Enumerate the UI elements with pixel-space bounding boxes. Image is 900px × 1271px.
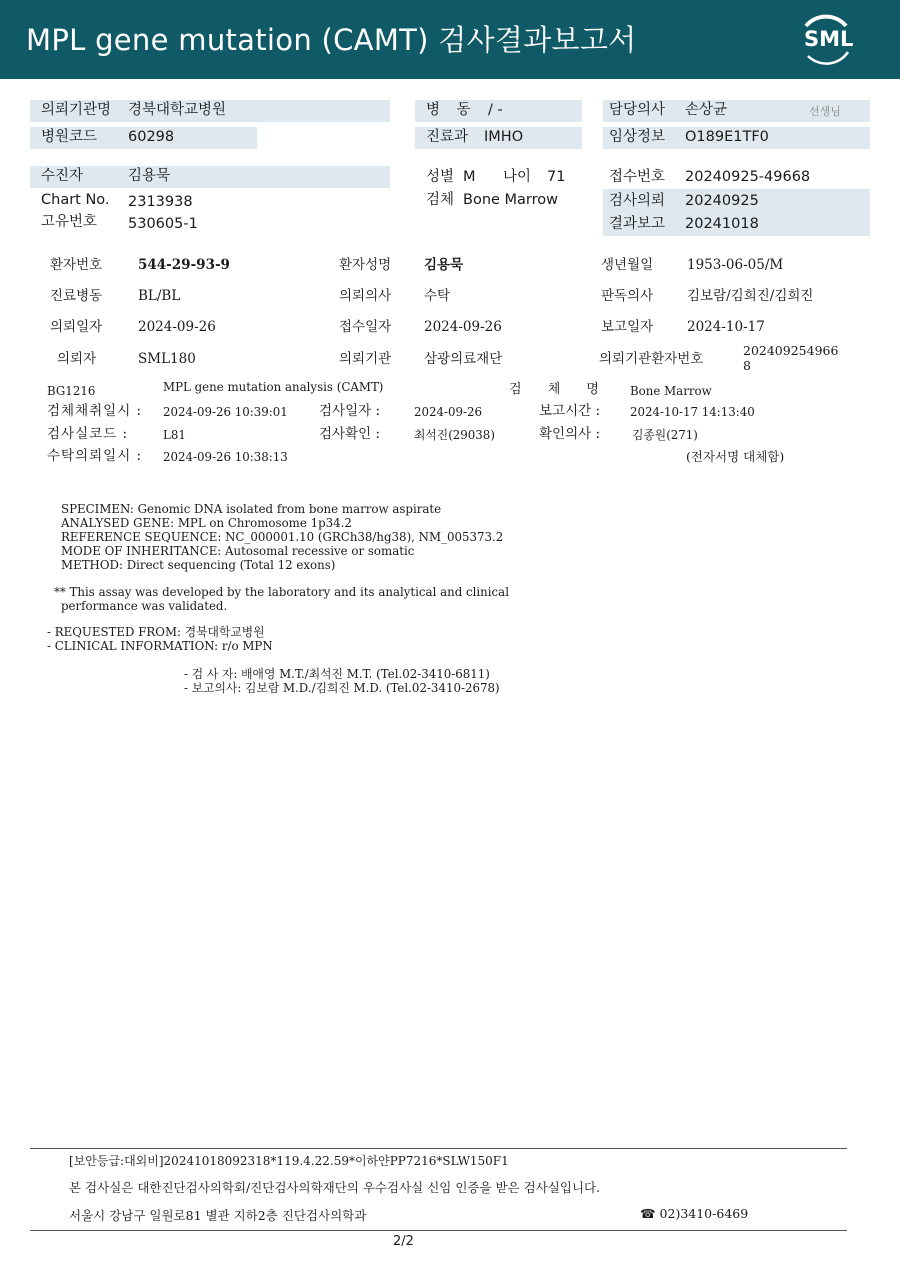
pt-value: 544-29-93-9	[138, 257, 230, 273]
test-value: 2024-10-17 14:13:40	[630, 405, 755, 419]
footer-security: [보안등급:대외비]20241018092318*119.4.22.59*이하얀PP7216*SLW150F1	[69, 1154, 509, 1168]
pt-label: 환자번호	[50, 257, 103, 273]
test-name: MPL gene mutation analysis (CAMT)	[163, 380, 384, 394]
pt-value: 2024-09-26	[424, 319, 502, 335]
ward-value: / -	[488, 102, 503, 118]
report-title: MPL gene mutation (CAMT) 검사결과보고서	[26, 23, 637, 57]
doctor-label: 담당의사	[609, 102, 666, 118]
pt-value: 김용묵	[424, 257, 464, 273]
patient-box	[30, 166, 390, 188]
pt-value: 2024-10-17	[687, 319, 765, 335]
age-value: 71	[547, 169, 566, 185]
pt-label: 의뢰자	[57, 351, 97, 367]
footer-phone: ☎ 02)3410-6469	[640, 1206, 749, 1221]
test-value: 김종원(271)	[632, 428, 698, 442]
ward-label: 병 동	[426, 102, 477, 118]
req-label: 검사의뢰	[609, 193, 666, 209]
pt-value: 1953-06-05/M	[687, 257, 784, 273]
pt-label: 판독의사	[601, 288, 654, 304]
doctor-suffix: 선생님	[809, 105, 841, 118]
clinical-value: O189E1TF0	[685, 129, 769, 145]
receipt-label: 접수번호	[609, 169, 666, 185]
report-method: METHOD: Direct sequencing (Total 12 exons)	[61, 558, 336, 572]
report-header	[0, 0, 900, 79]
sex-label: 성별	[426, 169, 455, 185]
test-label: 확인의사 :	[539, 426, 601, 442]
clinical-label: 임상정보	[609, 129, 666, 145]
pt-label: 의뢰일자	[50, 319, 103, 335]
pt-label: 의뢰기관	[339, 351, 392, 367]
report-note: ** This assay was developed by the laboratory and its analytical and clinical	[54, 585, 509, 599]
footer-rule-top	[30, 1148, 847, 1149]
test-label: 검사확인 :	[319, 426, 381, 442]
pt-label: 진료병동	[50, 288, 103, 304]
test-label: 검체채취일시 :	[47, 403, 143, 419]
inst-label: 의뢰기관명	[41, 102, 112, 118]
patient-label: 수진자	[41, 168, 84, 184]
pt-value: SML180	[138, 351, 196, 367]
specimen-value: Bone Marrow	[463, 192, 559, 208]
footer-cert: 본 검사실은 대한진단검사의학회/진단검사의학재단의 우수검사실 신임 인증을 받은 검사실입니다.	[69, 1180, 601, 1195]
report-gene: ANALYSED GENE: MPL on Chromosome 1p34.2	[61, 516, 352, 530]
pt-value: BL/BL	[138, 288, 181, 304]
pt-value: 삼광의료재단	[424, 351, 503, 367]
logo-text: SML	[804, 27, 854, 51]
sex-value: M	[463, 169, 476, 185]
inst-value: 경북대학교병원	[128, 102, 227, 118]
report-note-cont: performance was validated.	[61, 599, 228, 613]
pt-value: 수탁	[424, 288, 451, 304]
test-value: L81	[163, 428, 186, 442]
report-clinical: - CLINICAL INFORMATION: r/o MPN	[47, 639, 273, 653]
test-value: 2024-09-26	[414, 405, 483, 419]
test-value: 최석진(29038)	[414, 428, 495, 442]
report-label: 결과보고	[609, 216, 666, 232]
test-label: 검사일자 :	[319, 403, 381, 419]
id-label: 고유번호	[41, 214, 98, 230]
page-number: 2/2	[393, 1234, 414, 1249]
specimen-label: 검체	[426, 192, 455, 208]
pt-label: 의뢰의사	[339, 288, 392, 304]
patient-value: 김용묵	[128, 168, 171, 184]
doctor-value: 손상균	[685, 102, 728, 118]
chart-value: 2313938	[128, 194, 193, 210]
report-reporter: - 보고의사: 김보람 M.D./김희진 M.D. (Tel.02-3410-2678)	[184, 681, 500, 695]
test-label: 수탁의뢰일시 :	[47, 448, 143, 464]
report-inheritance: MODE OF INHERITANCE: Autosomal recessive or somatic	[61, 544, 415, 558]
pt-value: 2024-09-26	[138, 319, 216, 335]
report-requested: - REQUESTED FROM: 경북대학교병원	[47, 625, 265, 639]
pt-label: 생년월일	[601, 257, 654, 273]
report-reference: REFERENCE SEQUENCE: NC_000001.10 (GRCh38/hg38), NM_005373.2	[61, 530, 504, 544]
footer-address: 서울시 강남구 일원로81 별관 지하2층 진단검사의학과	[69, 1208, 367, 1223]
test-label: 검사실코드 :	[47, 426, 129, 442]
code-label: 병원코드	[41, 129, 98, 145]
id-value: 530605-1	[128, 216, 198, 232]
esign-note: (전자서명 대체함)	[686, 449, 785, 464]
req-value: 20240925	[685, 193, 759, 209]
report-specimen: SPECIMEN: Genomic DNA isolated from bone marrow aspirate	[61, 502, 442, 516]
dept-value: IMHO	[484, 129, 524, 145]
pt-value: 김보람/김희진/김희진	[687, 288, 814, 304]
spec-label: 검 체 명	[509, 382, 610, 397]
footer-rule-bottom	[30, 1230, 847, 1231]
dept-label: 진료과	[426, 129, 469, 145]
pt-label: 접수일자	[339, 319, 392, 335]
pt-value-wrap: 8	[743, 358, 751, 373]
spec-value: Bone Marrow	[630, 384, 712, 398]
test-code: BG1216	[47, 384, 96, 398]
report-tester: - 검 사 자: 배애영 M.T./최석진 M.T. (Tel.02-3410-6811)	[184, 667, 490, 681]
test-value: 2024-09-26 10:39:01	[163, 405, 288, 419]
test-value: 2024-09-26 10:38:13	[163, 450, 288, 464]
pt-value: 202409254966	[743, 343, 839, 358]
pt-label: 의뢰기관환자번호	[599, 351, 704, 367]
report-value: 20241018	[685, 216, 759, 232]
receipt-value: 20240925-49668	[685, 169, 811, 185]
pt-label: 환자성명	[339, 257, 392, 273]
chart-label: Chart No.	[41, 192, 110, 208]
code-value: 60298	[128, 129, 175, 145]
pt-label: 보고일자	[601, 319, 654, 335]
test-label: 보고시간 :	[539, 403, 601, 419]
age-label: 나이	[503, 169, 532, 185]
